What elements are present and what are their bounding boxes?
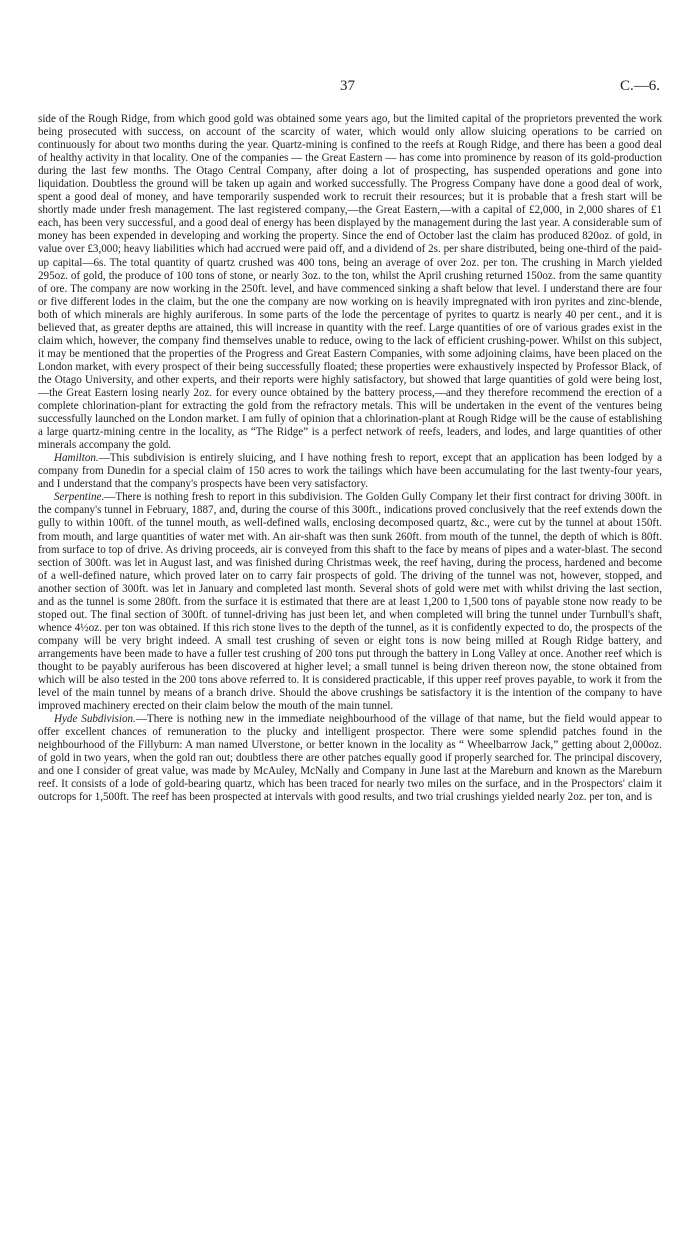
paragraph-rough-ridge xyxy=(38,113,662,452)
section-heading-hyde-subdivision: Hyde Subdivision. xyxy=(54,713,136,726)
section-heading-serpentine: Serpentine. xyxy=(54,491,105,504)
paragraph-serpentine xyxy=(38,491,662,713)
paragraph-text: —There is nothing fresh to report in this subdivision. The Golden Gully Company let their first contract for driving 300ft. in the company's tunnel in February, 1887, and, during the course of this 300ft., indications proved conclusively that the reef extends down the gully to within 100ft. of the tunnel mouth, as well-defined walls, enclosing decomposed quartz, &c., were cut by the tunnel at about 150ft. from mouth, and large quantities of water met with. An air-shaft was then sunk 260ft. from mouth of the tunnel, the depth of which is 80ft. from surface to top of drive. As driving proceeds, air is conveyed from this shaft to the face by means of pipes and a water-blast. The second section of 300ft. was let in August last, and was finished during Christmas week, the reef having, during the process, hardened and become of a well-defined nature, which proved later on to carry fair prospects of gold. The driving of the tunnel was not, however, stopped, and another section of 300ft. was let in January and completed last month. Several shots of gold were met with whilst driving the last section, and as the tunnel is some 280ft. from the surface it is estimated that there are at least 1,200 to 1,500 tons of payable stone now ready to be stoped out. The final section of 300ft. of tunnel-driving has just been let, and when completed will bring the tunnel under Turnbull's shaft, whence 4½oz. per ton was obtained. If this rich stone lives to the depth of the tunnel, as it is confidently expected to do, the prospects of the company will be very bright indeed. A small test crushing of seven or eight tons is now being milled at Rough Ridge battery, and arrangements have been made to have a fuller test crushing of 200 tons put through the battery in Long Valley at once. Another reef which is thought to be payably auriferous has been discovered at higher level; a small tunnel is being driven thereon now, the stone obtained from which will be also tested in the 200 tons above referred to. It is considered practicable, if this upper reef proves payable, to work it from the level of the main tunnel by means of a branch drive. Should the above crushings be satisfactory it is the intention of the company to have improved machinery erected on their claim below the mouth of the main tunnel. xyxy=(38,491,662,713)
paragraph-text: side of the Rough Ridge, from which good gold was obtained some years ago, but the limited capital of the proprietors prevented the work being prosecuted with success, on account of the scarcity of water, which would only allow sluicing operations to be carried on continuously for about two months during the year. Quartz-mining is confined to the reefs at Rough Ridge, and there has been a good deal of healthy activity in that locality. One of the companies — the Great Eastern — has come into prominence by reason of its gold-production during the last few months. The Otago Central Company, after doing a lot of prospecting, has suspended operations and gone into liquidation. Doubtless the ground will be taken up again and worked successfully. The Progress Company have done a good deal of work, spent a good deal of money, and have temporarily suspended work to recruit their resources; but it is probable that a fresh start will be shortly made under fresh management. The last registered company,—the Great Eastern,—with a capital of £2,000, in 2,000 shares of £1 each, has been very successful, and a good deal of energy has been displayed by the management during the last year. A considerable sum of money has been expended in developing and working the property. Since the end of October last the claim has produced 820oz. of gold, in value over £3,000; heavy liabilities which had accrued were paid off, and a dividend of 2s. per share distributed, being one-third of the paid-up capital—6s. The total quantity of quartz crushed was 400 tons, being an average of over 2oz. per ton. The crushing in March yielded 295oz. of gold, the produce of 100 tons of stone, or nearly 3oz. to the ton, whilst the April crushing returned 150oz. from the same quantity of ore. The company are now working in the 250ft. level, and have commenced sinking a shaft below that level. I understand there are four or five different lodes in the claim, but the one the company are now working on is heavily impregnated with iron pyrites and zinc-blende, both of which minerals are highly auriferous. In some parts of the lode the percentage of pyrites to quartz is nearly 40 per cent., and it is believed that, as greater depths are attained, this will increase in quantity with the reef. Large quantities of ore of various grades exist in the claim which, however, the company find themselves unable to reduce, owing to the lack of efficient crushing-power. Whilst on this subject, it may be mentioned that the properties of the Progress and Great Eastern Companies, with some adjoining claims, have been placed on the London market, with every prospect of their being successfully floated; these properties were exhaustively inspected by Professor Black, of the Otago University, and other experts, and their reports were highly satisfactory, but showed that large quantities of gold were being lost,—the Great Eastern losing nearly 2oz. for every ounce obtained by the battery process,—and they therefore recommend the erection of a complete chlorination-plant for extracting the gold from the refractory metals. This will be undertaken in the event of the ventures being successfully launched on the London market. I am fully of opinion that a chlorination-plant at Rough Ridge will be the cause of establishing a large quartz-mining centre in the locality, as “The Ridge” is a perfect network of reefs, leaders, and lodes, and large quantities of other minerals accompany the gold. xyxy=(38,113,662,452)
paragraph-text: —This subdivision is entirely sluicing, and I have nothing fresh to report, except that an application has been lodged by a company from Dunedin for a special claim of 150 acres to work the tailings which have been accumulating for the last twenty-four years, and I understand that the company's prospects have been very satisfactory. xyxy=(38,452,662,491)
paragraph-hamilton xyxy=(38,452,662,491)
paragraph-hyde-subdivision xyxy=(38,713,662,804)
paragraph-text: —There is nothing new in the immediate neighbourhood of the village of that name, but the field would appear to offer excellent chances of remuneration to the plucky and intelligent prospector. There were some splendid patches found in the neighbourhood of the Fillyburn: A man named Ulverstone, or better known in the locality as “ Wheelbarrow Jack,” getting about 2,000oz. of gold in two years, when the gold ran out; doubtless there are other patches equally good if properly searched for. The principal discovery, and one I consider of great value, was made by McAuley, McNally and Company in June last at the Mareburn and known as the Mareburn reef. It consists of a lode of gold-bearing quartz, which has been traced for nearly two miles on the surface, and in the Prospectors' claim it outcrops for 1,500ft. The reef has been prospected at intervals with good results, and two trial crushings yielded nearly 2oz. per ton, and is xyxy=(38,713,662,804)
section-heading-hamilton: Hamilton. xyxy=(54,452,99,465)
document-reference: C.—6. xyxy=(619,78,660,94)
page-number: 37 xyxy=(340,78,355,94)
page-header xyxy=(0,78,700,98)
report-body xyxy=(38,113,662,804)
